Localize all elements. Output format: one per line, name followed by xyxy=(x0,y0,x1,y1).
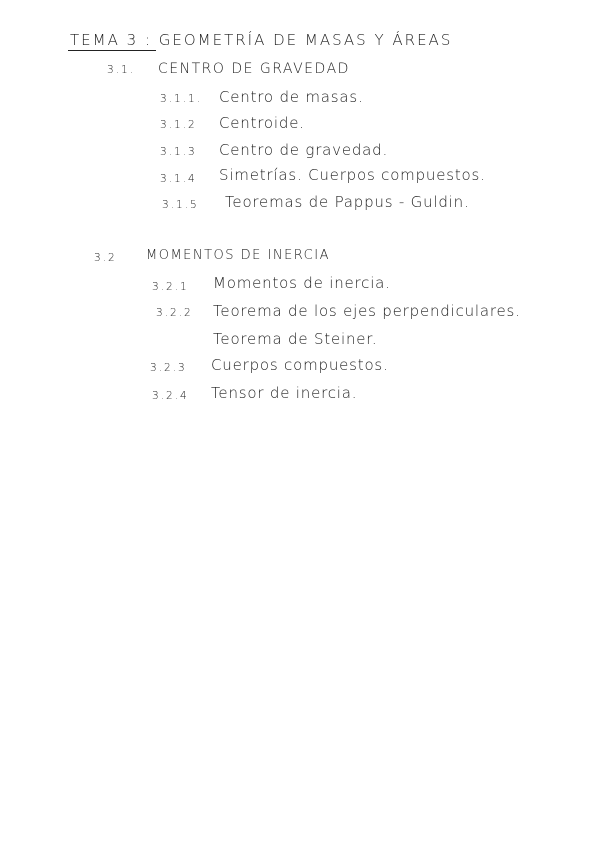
item-number: 3.1.1. xyxy=(160,93,203,105)
section-title: MOMENTOS DE INERCIA xyxy=(146,248,330,263)
title-underline xyxy=(68,50,156,51)
item-number: 3.1.4 xyxy=(160,173,197,185)
item-number: 3.1.5 xyxy=(162,199,199,211)
item-number: 3.2.4 xyxy=(152,390,189,402)
item-text: Cuerpos compuestos. xyxy=(211,356,389,374)
item-text-continued: Teorema de Steiner. xyxy=(213,330,378,348)
item-text: Simetrías. Cuerpos compuestos. xyxy=(219,166,486,184)
page-title: TEMA 3 : GEOMETRÍA DE MASAS Y ÁREAS xyxy=(70,31,453,49)
section-title: CENTRO DE GRAVEDAD xyxy=(158,61,350,77)
item-number: 3.2.3 xyxy=(150,362,187,374)
item-text: Teoremas de Pappus - Guldin. xyxy=(225,193,470,211)
section-number: 3.2 xyxy=(94,252,117,264)
item-number: 3.2.2 xyxy=(156,307,193,319)
section-number: 3.1. xyxy=(107,64,136,76)
item-number: 3.1.3 xyxy=(160,146,197,158)
item-number: 3.2.1 xyxy=(152,281,189,293)
item-text: Teorema de los ejes perpendiculares. xyxy=(213,302,521,320)
item-text: Centro de gravedad. xyxy=(219,141,389,159)
item-number: 3.1.2 xyxy=(160,119,197,131)
item-text: Tensor de inercia. xyxy=(211,384,358,402)
item-text: Momentos de inercia. xyxy=(213,274,391,292)
item-text: Centroide. xyxy=(219,114,305,132)
item-text: Centro de masas. xyxy=(219,88,364,106)
